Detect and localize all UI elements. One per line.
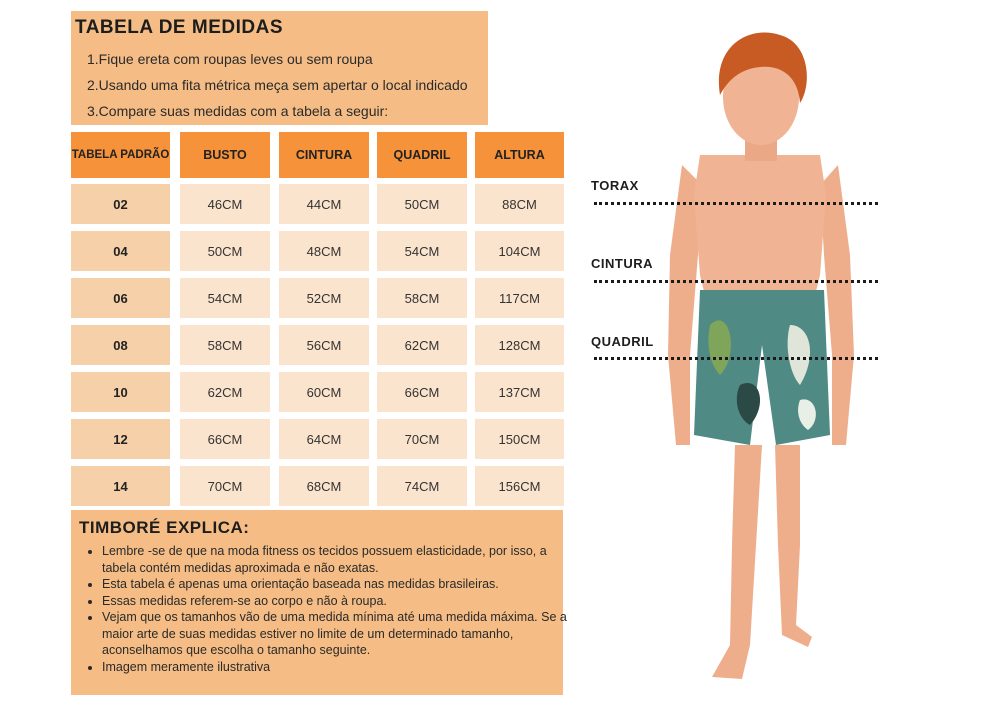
table-header: TABELA PADRÃO (71, 132, 170, 178)
measure-cell: 68CM (279, 466, 369, 506)
instructions-title: TABELA DE MEDIDAS (75, 17, 283, 38)
measure-cell: 58CM (180, 325, 270, 365)
quadril-label: QUADRIL (591, 334, 654, 349)
measure-cell: 50CM (180, 231, 270, 271)
measure-cell: 156CM (475, 466, 564, 506)
instructions-panel (71, 11, 488, 125)
explanation-list (85, 543, 572, 675)
table-header: CINTURA (279, 132, 369, 178)
measure-cell: 137CM (475, 372, 564, 412)
explanation-panel (71, 510, 567, 695)
size-cell: 08 (71, 325, 170, 365)
torax-line (594, 202, 878, 205)
measure-cell: 150CM (475, 419, 564, 459)
measure-cell: 54CM (180, 278, 270, 318)
measure-cell: 62CM (377, 325, 467, 365)
explanation-item: • Lembre -se de que na moda fitness os tecidos possuem elasticidade, por isso, a tabela contém medidas aproximada e não exatas. (102, 543, 572, 576)
size-cell: 06 (71, 278, 170, 318)
measure-cell: 60CM (279, 372, 369, 412)
measure-cell: 128CM (475, 325, 564, 365)
measure-cell: 46CM (180, 184, 270, 224)
measure-cell: 74CM (377, 466, 467, 506)
quadril-line (594, 357, 878, 360)
measure-cell: 48CM (279, 231, 369, 271)
measure-cell: 66CM (180, 419, 270, 459)
measure-cell: 44CM (279, 184, 369, 224)
explanation-item: • Esta tabela é apenas uma orientação baseada nas medidas brasileiras. (102, 576, 572, 593)
instruction-step: 2.Usando uma fita métrica meça sem apertar o local indicado (87, 77, 468, 93)
torax-label: TORAX (591, 178, 639, 193)
boy-illustration (640, 25, 890, 705)
size-cell: 12 (71, 419, 170, 459)
measure-cell: 70CM (180, 466, 270, 506)
measure-cell: 88CM (475, 184, 564, 224)
size-cell: 02 (71, 184, 170, 224)
measure-cell: 52CM (279, 278, 369, 318)
measure-cell: 64CM (279, 419, 369, 459)
measure-cell: 62CM (180, 372, 270, 412)
measure-cell: 50CM (377, 184, 467, 224)
table-header: QUADRIL (377, 132, 467, 178)
measure-cell: 70CM (377, 419, 467, 459)
explanation-title: TIMBORÉ EXPLICA: (79, 518, 250, 537)
explanation-item: • Essas medidas referem-se ao corpo e não à roupa. (102, 593, 572, 610)
size-cell: 10 (71, 372, 170, 412)
explanation-item: • Vejam que os tamanhos vão de uma medida mínima até uma medida máxima. Se a maior arte de suas medidas estiver no limite de um determinado tamanho, aconselhamos que escolha o tamanho seguinte. (102, 609, 572, 659)
table-header: BUSTO (180, 132, 270, 178)
cintura-line (594, 280, 878, 283)
measure-cell: 58CM (377, 278, 467, 318)
instruction-step: 1.Fique ereta com roupas leves ou sem roupa (87, 51, 373, 67)
explanation-item: • Imagem meramente ilustrativa (102, 659, 572, 676)
table-header: ALTURA (475, 132, 564, 178)
size-cell: 14 (71, 466, 170, 506)
measure-cell: 66CM (377, 372, 467, 412)
measure-cell: 54CM (377, 231, 467, 271)
cintura-label: CINTURA (591, 256, 653, 271)
measure-cell: 117CM (475, 278, 564, 318)
size-cell: 04 (71, 231, 170, 271)
measure-cell: 104CM (475, 231, 564, 271)
measure-cell: 56CM (279, 325, 369, 365)
instruction-step: 3.Compare suas medidas com a tabela a seguir: (87, 103, 389, 119)
